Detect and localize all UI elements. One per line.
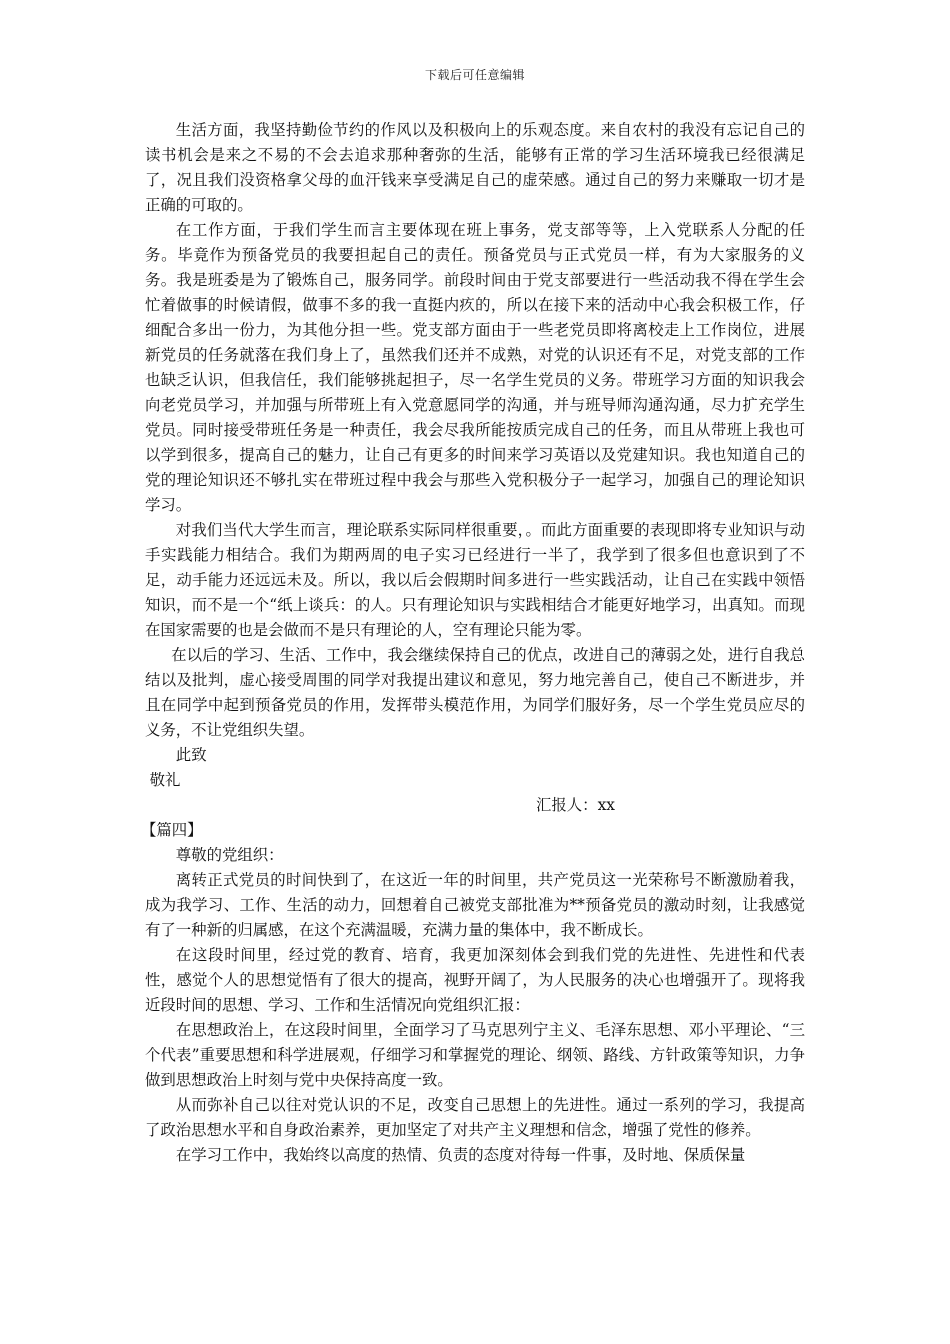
paragraph-intro: 离转正式党员的时间快到了，在这近一年的时间里，共产党员这一光荣称号不断激励着我，成为我学习、工作、生活的动力，回想着自己被党支部批准为**预备党员的激动时刻，让我感觉有了一种新的归属感，在这个充满温暖，充满力量的集体中，我不断成长。 [145,871,805,939]
signature: 汇报人：xx [536,796,615,814]
closing-cizhi: 此致 [175,746,207,764]
section-title: 【篇四】 [141,821,203,839]
paragraph-study-work: 在学习工作中，我始终以高度的热情、负责的态度对待每一件事，及时地、保质保量 [175,1146,746,1164]
paragraph-life: 生活方面，我坚持勤俭节约的作风以及积极向上的乐观态度。来自农村的我没有忘记自己的读书机会是来之不易的不会去追求那种奢弥的生活，能够有正常的学习生活环境我已经很满足了，况且我们没资格拿父母的血汗钱来享受满足自己的虚荣感。通过自己的努力来赚取一切才是正确的可取的。 [145,121,805,214]
paragraph-work: 在工作方面，于我们学生而言主要体现在班上事务，党支部等等，上入党联系人分配的任务。毕竟作为预备党员的我要担起自己的责任。预备党员与正式党员一样，有为大家服务的义务。我是班委是为了锻炼自己，服务同学。前段时间由于党支部要进行一些活动我不得在学生会忙着做事的时候请假，做事不多的我一直挺内疚的，所以在接下来的活动中心我会积极工作，仔细配合多出一份力，为其他分担一些。党支部方面由于一些老党员即将离校走上工作岗位，进展新党员的任务就落在我们身上了，虽然我们还并不成熟，对党的认识还有不足，对党支部的工作也缺乏认识，但我信任，我们能够挑起担子，尽一名学生党员的义务。带班学习方面的知识我会向老党员学习，并加强与所带班上有入党意愿同学的沟通，并与班导师沟通沟通，尽力扩充学生党员。同时接受带班任务是一种责任，我会尽我所能按质完成自己的任务，而且从带班上我也可以学到很多，提高自己的魅力，让自己有更多的时间来学习英语以及党建知识。我也知道自己的党的理论知识还不够扎实在带班过程中我会与那些入党积极分子一起学习，加强自己的理论知识学习。 [145,221,805,514]
paragraph-education: 在这段时间里，经过党的教育、培育，我更加深刻体会到我们党的先进性、先进性和代表性，感觉个人的思想觉悟有了很大的提高，视野开阔了，为人民服务的决心也增强开了。现将我近段时间的思想、学习、工作和生活情况向党组织汇报： [145,946,805,1014]
paragraph-ideology: 在思想政治上，在这段时间里，全面学习了马克思列宁主义、毛泽东思想、邓小平理论、“三个代表”重要思想和科学进展观，仔细学习和掌握党的理论、纲领、路线、方针政策等知识，力争做到思想政治上时刻与党中央保持高度一致。 [145,1021,805,1089]
paragraph-improvement: 从而弥补自己以往对党认识的不足，改变自己思想上的先进性。通过一系列的学习，我提高了政治思想水平和自身政治素养，更加坚定了对共产主义理想和信念，增强了党性的修养。 [145,1096,805,1139]
salutation: 尊敬的党组织： [175,846,284,864]
document-body [141,118,805,1168]
paragraph-future: 在以后的学习、生活、工作中，我会继续保持自己的优点，改进自己的薄弱之处，进行自我总结以及批判，虚心接受周围的同学对我提出建议和意见，努力地完善自己，使自己不断进步，并且在同学中起到预备党员的作用，发挥带头模范作用，为同学们服好务，尽一个学生党员应尽的义务，不让党组织失望。 [145,646,805,739]
paragraph-practice: 对我们当代大学生而言，理论联系实际同样很重要，。而此方面重要的表现即将专业知识与动手实践能力相结合。我们为期两周的电子实习已经进行一半了，我学到了很多但也意识到了不足，动手能力还远远未及。所以，我以后会假期时间多进行一些实践活动，让自己在实践中领悟知识，而不是一个“纸上谈兵：的人。只有理论知识与实践相结合才能更好地学习，出真知。而现在国家需要的也是会做而不是只有理论的人，空有理论只能为零。 [145,521,805,639]
closing-jingli: 敬礼 [149,771,181,789]
page-header: 下载后可任意编辑 [424,68,525,82]
